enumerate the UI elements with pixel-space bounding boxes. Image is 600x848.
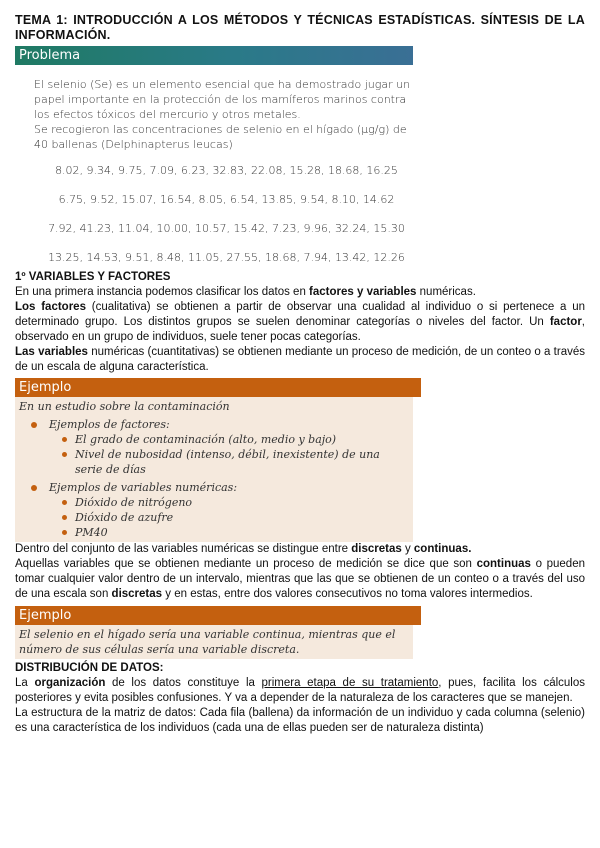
document-title: TEMA 1: INTRODUCCIÓN A LOS MÉTODOS Y TÉCNICAS ESTADÍSTICAS. SÍNTESIS DE LA INFORMACIÓN. [15,13,585,42]
data-row: 8.02, 9.34, 9.75, 7.09, 6.23, 32.83, 22.08, 15.28, 18.68, 16.25 [55,164,398,177]
bullet-icon [62,437,67,442]
paragraph-discrete-continuous: Dentro del conjunto de las variables numéricas se distingue entre discretas y continuas. [15,543,472,555]
bullet-icon [62,515,67,520]
problem-box-header: Problema [15,46,413,65]
paragraph-organization: La organización de los datos constituye la primera etapa de su tratamiento, pues, facilita los cálculos posteriores y evita posibles confusiones. Y va a depender de la naturaleza de los caracteres que se manejen. [15,677,585,704]
data-row: 7.92, 41.23, 11.04, 10.00, 10.57, 15.42, 7.23, 9.96, 32.24, 15.30 [48,222,405,235]
bullet-icon [62,500,67,505]
problem-text-1: El selenio (Se) es un elemento esencial que ha demostrado jugar un papel importante en la protección de los mamíferos marinos contra los efectos tóxicos del mercurio y otros metales. [34,78,411,121]
paragraph-definitions: Aquellas variables que se obtienen mediante un proceso de medición se dice que son continuas o pueden tomar cualquier valor dentro de un intervalo, mientras que las que se obtienen de un conteo o a través del uso de una escala son discretas y en estas, entre dos valores consecutivos no toma valores intermedios. [15,558,585,600]
section-title-distribution: DISTRIBUCIÓN DE DATOS: [15,662,164,674]
selenium-data [34,163,419,265]
paragraph-variables: Las variables numéricas (cuantitativas) se obtienen mediante un proceso de medición, de un conteo o a través de un escala de alguna característica. [15,346,585,373]
example-box-body: El selenio en el hígado sería una variable continua, mientras que el número de sus células sería una variable discreta. [15,625,413,659]
list-item: Dióxido de nitrógeno [19,495,409,510]
document-page [15,13,585,736]
bullet-icon [62,530,67,535]
list-item: Nivel de nubosidad (intenso, débil, inexistente) de una serie de días [19,447,409,477]
paragraph-factors: Los factores (cualitativa) se obtienen a partir de observar una cualidad al individuo o si pertenece a un determinado grupo. Los distintos grupos se suelen denominar categorías o niveles del factor. Un factor, observado en un grupo de individuos, suele tener pocas categorías. [15,301,585,343]
example-box-header: Ejemplo [15,378,421,397]
bullet-icon [31,422,37,428]
bullet-icon [62,452,67,457]
example-intro: En un estudio sobre la contaminación [19,400,230,413]
example-box-header: Ejemplo [15,606,421,625]
list-item: Ejemplos de factores: [19,417,409,432]
list-item: PM40 [19,525,409,540]
bullet-icon [31,485,37,491]
paragraph-matrix: La estructura de la matriz de datos: Cada fila (ballena) da información de un individuo y cada columna (selenio) es una característica de los individuos (cada una de ellas pueden ser de naturaleza distinta) [15,707,585,734]
data-row: 13.25, 14.53, 9.51, 8.48, 11.05, 27.55, 18.68, 7.94, 13.42, 12.26 [48,251,405,264]
problem-box-body [15,65,419,265]
problem-text-2: Se recogieron las concentraciones de selenio en el hígado (μg/g) de 40 ballenas (Delphinapterus leucas) [34,123,407,151]
section-title-variables: 1º VARIABLES Y FACTORES [15,271,171,283]
list-item: Ejemplos de variables numéricas: [19,480,409,495]
data-row: 6.75, 9.52, 15.07, 16.54, 8.05, 6.54, 13.85, 9.54, 8.10, 14.62 [58,193,395,206]
paragraph-intro: En una primera instancia podemos clasificar los datos en factores y variables numéricas. [15,286,476,298]
list-item: Dióxido de azufre [19,510,409,525]
example-box-body [15,397,413,542]
list-item: El grado de contaminación (alto, medio y bajo) [19,432,409,447]
